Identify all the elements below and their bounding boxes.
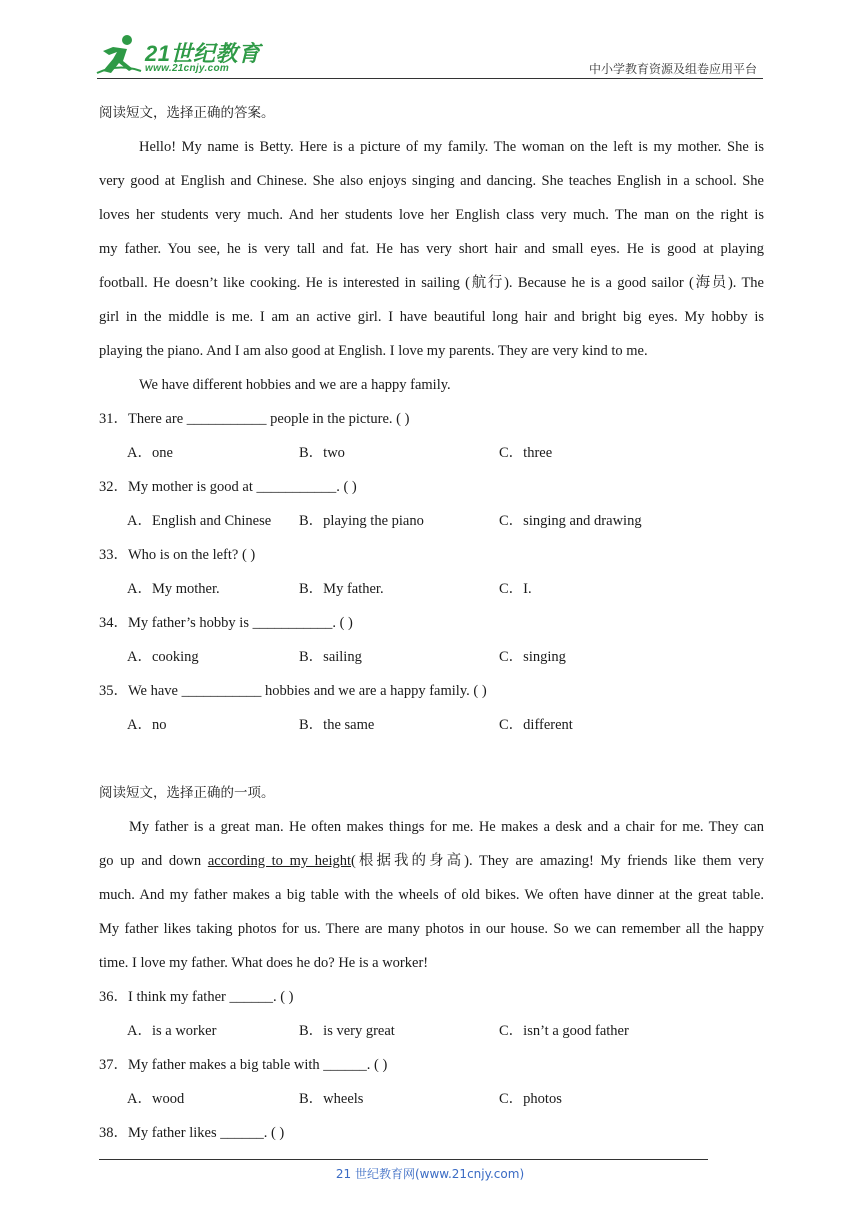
option-a[interactable]: A．no	[127, 717, 167, 733]
option-c[interactable]: C．three	[499, 445, 553, 461]
question-31: 31．There are ___________ people in the picture. ( )	[99, 411, 410, 427]
runner-logo-icon	[93, 33, 143, 79]
logo	[93, 33, 263, 79]
options-33	[99, 572, 764, 606]
options-34	[99, 640, 764, 674]
option-b[interactable]: B．wheels	[299, 1091, 364, 1107]
logo-url: www.21cnjy.com	[145, 63, 230, 74]
option-a[interactable]: A．English and Chinese	[127, 513, 272, 529]
option-b[interactable]: B．the same	[299, 717, 375, 733]
passage1-line: loves her students very much. And her students love her English class very much. The man on the right is	[99, 207, 764, 223]
section1-instruction: 阅读短文，选择正确的答案。	[99, 105, 275, 121]
passage1-closing: We have different hobbies and we are a happy family.	[139, 377, 451, 393]
option-a[interactable]: A．one	[127, 445, 173, 461]
passage1-line: football. He doesn’t like cooking. He is interested in sailing (航行). Because he is a good sailor (海员). The	[99, 275, 764, 291]
question-33: 33．Who is on the left? ( )	[99, 547, 256, 563]
passage1-line: Hello! My name is Betty. Here is a picture of my family. The woman on the left is my mother. She is	[139, 139, 764, 155]
options-35	[99, 708, 764, 742]
passage2-line: much. And my father makes a big table with the wheels of old bikes. We often have dinner at the great table.	[99, 887, 764, 903]
header-platform-text: 中小学教育资源及组卷应用平台	[588, 62, 757, 76]
options-37	[99, 1082, 764, 1116]
question-38: 38．My father likes ______. ( )	[99, 1125, 285, 1141]
underlined-phrase: according to my height	[207, 853, 352, 869]
option-b[interactable]: B．is very great	[299, 1023, 395, 1039]
passage2-line: time. I love my father. What does he do? He is a worker!	[99, 955, 429, 971]
passage1-line: my father. You see, he is very tall and fat. He has very short hair and small eyes. He is good at playing	[99, 241, 764, 257]
option-c[interactable]: C．singing	[499, 649, 566, 665]
question-36: 36．I think my father ______. ( )	[99, 989, 294, 1005]
passage1-line: girl in the middle is me. I am an active girl. I have beautiful long hair and bright big eyes. My hobby is	[99, 309, 764, 325]
option-b[interactable]: B．playing the piano	[299, 513, 424, 529]
option-b[interactable]: B．two	[299, 445, 345, 461]
footer-divider	[99, 1159, 708, 1160]
passage2-line: My father is a great man. He often makes things for me. He makes a desk and a chair for me. They can	[129, 819, 764, 835]
options-31	[99, 436, 764, 470]
question-35: 35．We have ___________ hobbies and we are a happy family. ( )	[99, 683, 487, 699]
options-36	[99, 1014, 764, 1048]
passage2-line	[99, 844, 764, 878]
header-divider	[97, 78, 763, 79]
section-spacer	[99, 742, 764, 776]
passage2-line: My father likes taking photos for us. There are many photos in our house. So we can remember all the happy	[99, 921, 764, 937]
section2-instruction: 阅读短文，选择正确的一项。	[99, 785, 275, 801]
page-header	[0, 0, 860, 80]
worksheet-content	[99, 96, 764, 1150]
option-c[interactable]: C．photos	[499, 1091, 562, 1107]
question-34: 34．My father’s hobby is ___________. ( )	[99, 615, 353, 631]
passage1-line: playing the piano. And I am also good at English. I love my parents. They are very kind to me.	[99, 343, 648, 359]
options-32	[99, 504, 764, 538]
option-a[interactable]: A．wood	[127, 1091, 185, 1107]
logo-text: 21世纪教育	[145, 41, 261, 66]
passage2-text: go up and down	[99, 853, 208, 869]
option-c[interactable]: C．I.	[499, 581, 532, 597]
option-a[interactable]: A．cooking	[127, 649, 199, 665]
option-a[interactable]: A．is a worker	[127, 1023, 217, 1039]
option-b[interactable]: B．My father.	[299, 581, 384, 597]
question-37: 37．My father makes a big table with ______. ( )	[99, 1057, 388, 1073]
passage2-text: (根据我的身高). They are amazing! My friends like them very	[351, 853, 764, 869]
passage1-line: very good at English and Chinese. She also enjoys singing and dancing. She teaches English in a school. She	[99, 173, 764, 189]
option-b[interactable]: B．sailing	[299, 649, 362, 665]
question-32: 32．My mother is good at ___________. ( )	[99, 479, 357, 495]
option-c[interactable]: C．different	[499, 717, 573, 733]
option-c[interactable]: C．isn’t a good father	[499, 1023, 629, 1039]
footer-link[interactable]: 21 世纪教育网(www.21cnjy.com)	[335, 1167, 525, 1181]
option-c[interactable]: C．singing and drawing	[499, 513, 642, 529]
option-a[interactable]: A．My mother.	[127, 581, 220, 597]
